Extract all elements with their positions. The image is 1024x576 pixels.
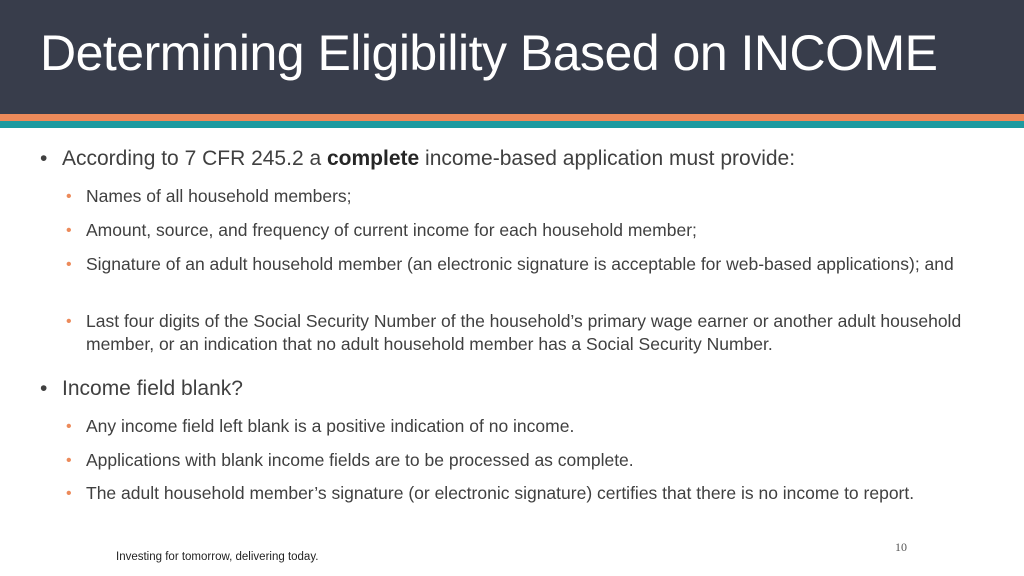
lead-text: According to 7 CFR 245.2 a: [62, 147, 327, 170]
title-bar: [0, 0, 1024, 114]
list-item-text: Any income field left blank is a positive indication of no income.: [86, 416, 575, 436]
bullet-dot: •: [40, 377, 48, 400]
lead-bold-text: complete: [326, 147, 420, 170]
bullet-dot: •: [66, 188, 72, 205]
bullet-dot: •: [40, 147, 48, 170]
footer-tagline: Investing for tomorrow, delivering today.: [116, 551, 319, 563]
list-item-text: Last four digits of the Social Security Number of the household’s primary wage earner or another adult household member, or an indication that no adult household member has a Social Security Number.: [86, 311, 962, 354]
lead-text: Income field blank?: [62, 377, 243, 400]
list-item-text: Applications with blank income fields are to be processed as complete.: [86, 450, 634, 470]
bullet-dot: •: [66, 222, 72, 239]
slide-title: Determining Eligibility Based on INCOME: [40, 25, 938, 81]
bullet-dot: •: [66, 256, 72, 273]
lead-text-rest: income-based application must provide:: [419, 147, 796, 170]
bullet-dot: •: [66, 452, 72, 469]
list-item-text: Signature of an adult household member (an electronic signature is acceptable for web-based applications); and: [86, 254, 954, 274]
bullet-dot: •: [66, 485, 72, 502]
bullet-dot: •: [66, 313, 72, 330]
bullet-dot: •: [66, 418, 72, 435]
accent-stripe-teal: [0, 121, 1024, 128]
accent-stripe-orange: [0, 114, 1024, 121]
list-item-text: Names of all household members;: [86, 186, 352, 206]
list-item-text: Amount, source, and frequency of current income for each household member;: [86, 220, 697, 240]
list-item-text: The adult household member’s signature (or electronic signature) certifies that there is no income to report.: [86, 483, 915, 503]
page-number: 10: [895, 540, 907, 554]
